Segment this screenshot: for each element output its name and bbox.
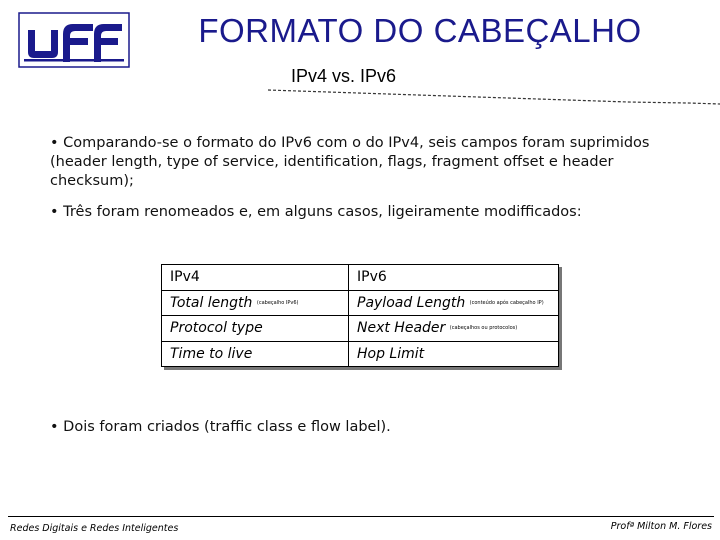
cell-ipv6 bbox=[349, 290, 559, 316]
header-ipv6: IPv6 bbox=[349, 265, 559, 291]
cell-ipv6 bbox=[349, 341, 559, 367]
cell-ipv6-note: (cabeçalhos ou protocolos) bbox=[449, 325, 518, 332]
uff-logo bbox=[18, 12, 130, 68]
table-row bbox=[162, 290, 559, 316]
footer-divider bbox=[8, 516, 714, 517]
cell-ipv4 bbox=[162, 316, 349, 342]
slide-subtitle: IPv4 vs. IPv6 bbox=[291, 66, 397, 86]
cell-ipv4 bbox=[162, 290, 349, 316]
cell-ipv6 bbox=[349, 316, 559, 342]
table-row bbox=[162, 316, 559, 342]
table-header-row bbox=[162, 265, 559, 291]
bullet-new-fields: • Dois foram criados (traffic class e flow label). bbox=[50, 419, 391, 435]
cell-ipv4 bbox=[162, 341, 349, 367]
bullet-removed-fields: • Comparando-se o formato do IPv6 com o do IPv4, seis campos foram suprimidos (header length, type of service, identification, flags, fragment offset e header checksum); bbox=[50, 135, 650, 189]
comparison-table bbox=[161, 264, 559, 367]
cell-ipv6-note: (conteúdo após cabeçalho IP) bbox=[469, 299, 544, 306]
footer-author: Profª Milton M. Flores bbox=[610, 521, 712, 532]
cell-ipv4-text: Total length bbox=[170, 294, 253, 311]
cell-ipv4-note: (cabeçalho IPv6) bbox=[256, 299, 299, 306]
cell-ipv6-text: Payload Length bbox=[357, 294, 466, 311]
header-ipv4: IPv4 bbox=[162, 265, 349, 291]
decorative-rule bbox=[268, 84, 720, 108]
bullet-renamed-fields: • Três foram renomeados e, em alguns casos, ligeiramente modifficados: bbox=[50, 204, 582, 220]
cell-ipv4-text: Protocol type bbox=[170, 320, 263, 337]
cell-ipv4-text: Time to live bbox=[170, 345, 253, 362]
slide-title: FORMATO DO CABEÇALHO bbox=[198, 12, 642, 49]
footer-course: Redes Digitais e Redes Inteligentes bbox=[10, 523, 179, 534]
cell-ipv6-text: Next Header bbox=[357, 320, 446, 337]
table-row bbox=[162, 341, 559, 367]
cell-ipv6-text: Hop Limit bbox=[357, 345, 425, 362]
